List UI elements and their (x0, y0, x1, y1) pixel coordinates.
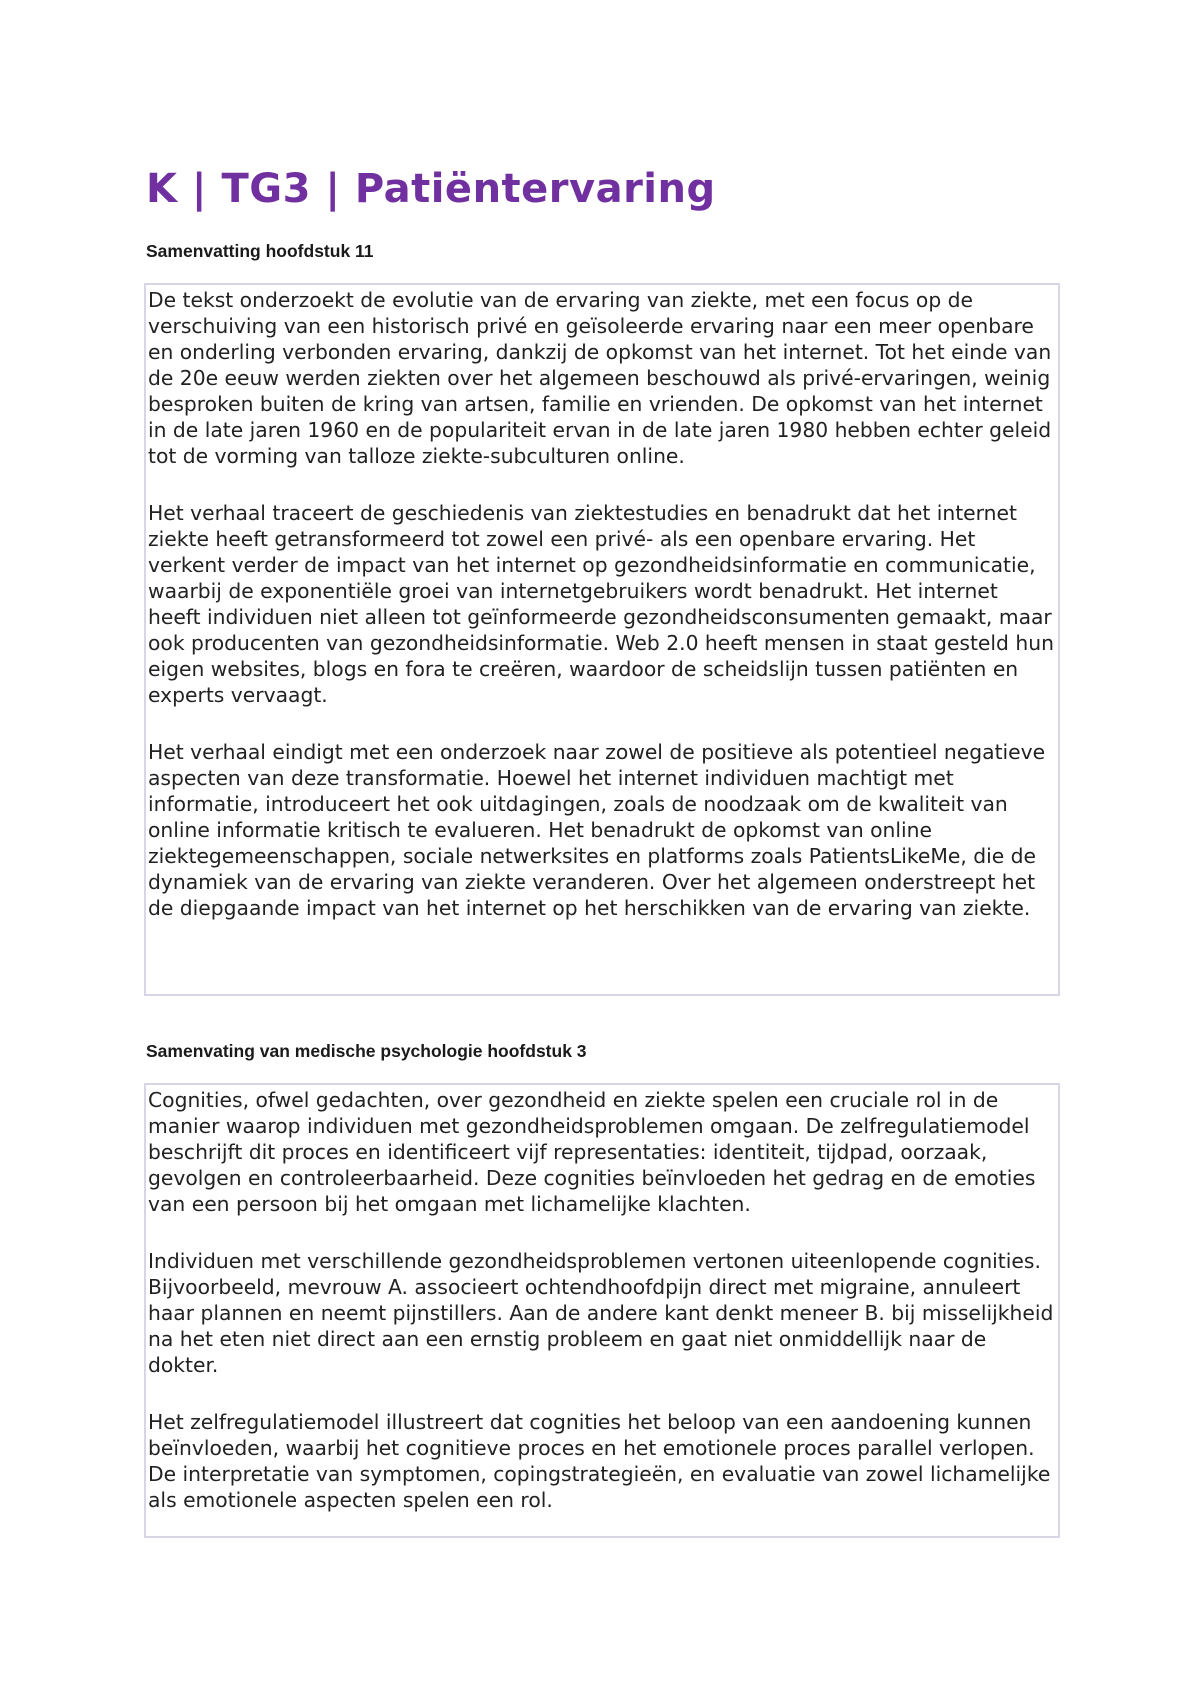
paragraph: De tekst onderzoekt de evolutie van de ervaring van ziekte, met een focus op de verschuiving van een historisch privé en geïsoleerde ervaring naar een meer openbare en onderling verbonden ervaring, dankzij de opkomst van het internet. Tot het einde van de 20e eeuw werden ziekten over het algemeen beschouwd als privé-ervaringen, weinig besproken buiten de kring van artsen, familie en vrienden. De opkomst van het internet in de late jaren 1960 en de populariteit ervan in de late jaren 1980 hebben echter geleid tot de vorming van talloze ziekte-subculturen online. (148, 288, 1052, 468)
paragraph: Individuen met verschillende gezondheidsproblemen vertonen uiteenlopende cognities. Bijvoorbeeld, mevrouw A. associeert ochtendhoofdpijn direct met migraine, annuleert haar plannen en neemt pijnstillers. Aan de andere kant denkt meneer B. bij misselijkheid na het eten niet direct aan een ernstig probleem en gaat niet onmiddellijk naar de dokter. (148, 1249, 1054, 1377)
page-title: K | TG3 | Patiëntervaring (146, 166, 716, 212)
summary-box-medical-psychology (144, 1083, 1060, 1538)
section-heading-medical-psychology-chapter-3: Samenvating van medische psychologie hoofdstuk 3 (146, 1041, 587, 1061)
paragraph: Het verhaal traceert de geschiedenis van ziektestudies en benadrukt dat het internet ziekte heeft getransformeerd tot zowel een privé- als een openbare ervaring. Het verkent verder de impact van het internet op gezondheidsinformatie en communicatie, waarbij de exponentiële groei van internetgebruikers wordt benadrukt. Het internet heeft individuen niet alleen tot geïnformeerde gezondheidsconsumenten gemaakt, maar ook producenten van gezondheidsinformatie. Web 2.0 heeft mensen in staat gesteld hun eigen websites, blogs en fora te creëren, waardoor de scheidslijn tussen patiënten en experts vervaagt. (148, 501, 1054, 707)
paragraph: Cognities, ofwel gedachten, over gezondheid en ziekte spelen een cruciale rol in de manier waarop individuen met gezondheidsproblemen omgaan. De zelfregulatiemodel beschrijft dit proces en identificeert vijf representaties: identiteit, tijdpad, oorzaak, gevolgen en controleerbaarheid. Deze cognities beïnvloeden het gedrag en de emoties van een persoon bij het omgaan met lichamelijke klachten. (148, 1088, 1036, 1216)
section-heading-chapter-11: Samenvatting hoofdstuk 11 (146, 241, 374, 261)
summary-box-chapter-11 (144, 283, 1060, 996)
paragraph: Het verhaal eindigt met een onderzoek naar zowel de positieve als potentieel negatieve aspecten van deze transformatie. Hoewel het internet individuen machtigt met informatie, introduceert het ook uitdagingen, zoals de noodzaak om de kwaliteit van online informatie kritisch te evalueren. Het benadrukt de opkomst van online ziektegemeenschappen, sociale netwerksites en platforms zoals PatientsLikeMe, die de dynamiek van de ervaring van ziekte veranderen. Over het algemeen onderstreept het de diepgaande impact van het internet op het herschikken van de ervaring van ziekte. (148, 740, 1046, 920)
paragraph: Het zelfregulatiemodel illustreert dat cognities het beloop van een aandoening kunnen beïnvloeden, waarbij het cognitieve proces en het emotionele proces parallel verlopen. De interpretatie van symptomen, copingstrategieën, en evaluatie van zowel lichamelijke als emotionele aspecten spelen een rol. (148, 1410, 1051, 1512)
